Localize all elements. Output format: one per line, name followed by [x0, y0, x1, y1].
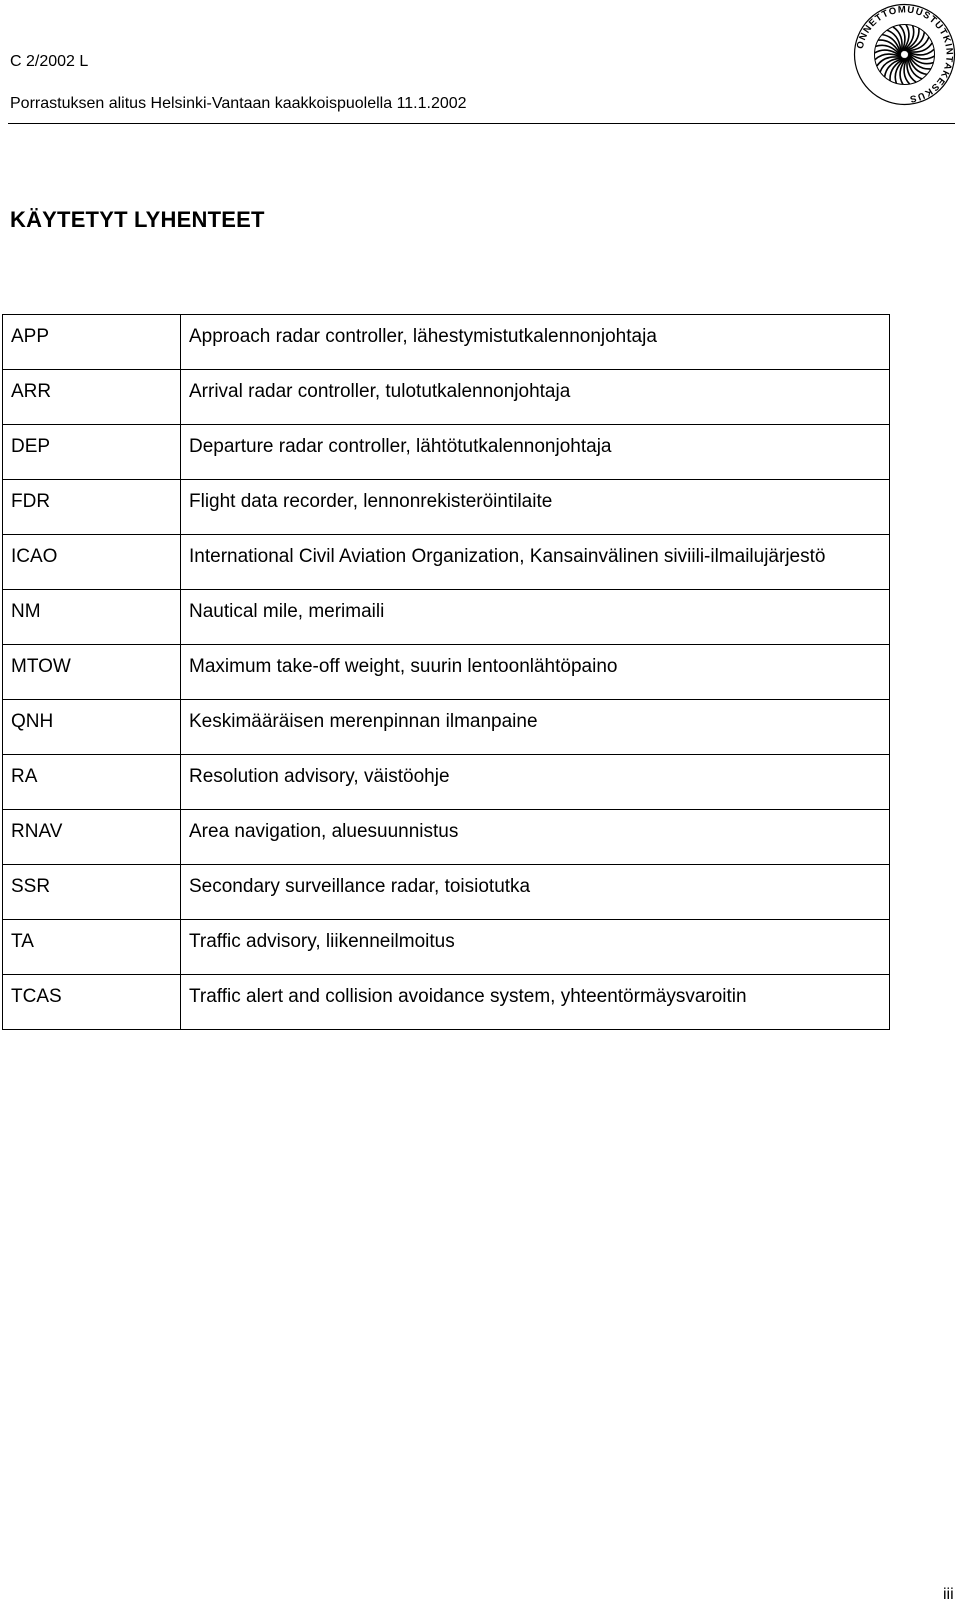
abbreviation-definition: Resolution advisory, väistöohje [181, 755, 890, 810]
abbreviation-term: TA [3, 920, 181, 975]
abbreviation-term: ARR [3, 370, 181, 425]
abbreviation-term: DEP [3, 425, 181, 480]
abbreviation-term: APP [3, 315, 181, 370]
abbreviation-term: QNH [3, 700, 181, 755]
table-row [3, 645, 890, 700]
table-row [3, 480, 890, 535]
abbreviation-definition: Arrival radar controller, tulotutkalennonjohtaja [181, 370, 890, 425]
abbreviation-definition: Nautical mile, merimaili [181, 590, 890, 645]
accident-investigation-board-logo [852, 2, 957, 107]
table-row [3, 865, 890, 920]
table-row [3, 425, 890, 480]
abbreviation-term: MTOW [3, 645, 181, 700]
abbreviation-term: SSR [3, 865, 181, 920]
document-subtitle: Porrastuksen alitus Helsinki-Vantaan kaakkoispuolella 11.1.2002 [10, 95, 467, 112]
table-row [3, 700, 890, 755]
section-title: KÄYTETYT LYHENTEET [10, 207, 265, 232]
document-code: C 2/2002 L [10, 53, 89, 70]
table-row [3, 755, 890, 810]
abbreviation-definition: Flight data recorder, lennonrekisteröintilaite [181, 480, 890, 535]
abbreviation-definition: International Civil Aviation Organization, Kansainvälinen siviili-ilmailujärjestö [181, 535, 890, 590]
table-row [3, 975, 890, 1030]
table-row [3, 920, 890, 975]
abbreviation-term: RA [3, 755, 181, 810]
abbreviation-definition: Traffic advisory, liikenneilmoitus [181, 920, 890, 975]
abbreviation-term: TCAS [3, 975, 181, 1030]
abbreviation-term: FDR [3, 480, 181, 535]
abbreviation-definition: Maximum take-off weight, suurin lentoonlähtöpaino [181, 645, 890, 700]
abbreviation-definition: Departure radar controller, lähtötutkalennonjohtaja [181, 425, 890, 480]
svg-text:ONNETTOMUUSTUTKINTAKESKUS: ONNETTOMUUSTUTKINTAKESKUS [854, 4, 955, 105]
page-number: iii [943, 1586, 954, 1603]
abbreviations-table [2, 314, 890, 1030]
header-divider [8, 123, 955, 124]
abbreviation-definition: Traffic alert and collision avoidance system, yhteentörmäysvaroitin [181, 975, 890, 1030]
abbreviation-term: ICAO [3, 535, 181, 590]
abbreviation-term: NM [3, 590, 181, 645]
table-row [3, 315, 890, 370]
table-row [3, 590, 890, 645]
table-row [3, 535, 890, 590]
abbreviation-definition: Keskimääräisen merenpinnan ilmanpaine [181, 700, 890, 755]
abbreviation-definition: Secondary surveillance radar, toisiotutka [181, 865, 890, 920]
table-row [3, 370, 890, 425]
abbreviation-term: RNAV [3, 810, 181, 865]
table-row [3, 810, 890, 865]
abbreviation-definition: Approach radar controller, lähestymistutkalennonjohtaja [181, 315, 890, 370]
abbreviation-definition: Area navigation, aluesuunnistus [181, 810, 890, 865]
